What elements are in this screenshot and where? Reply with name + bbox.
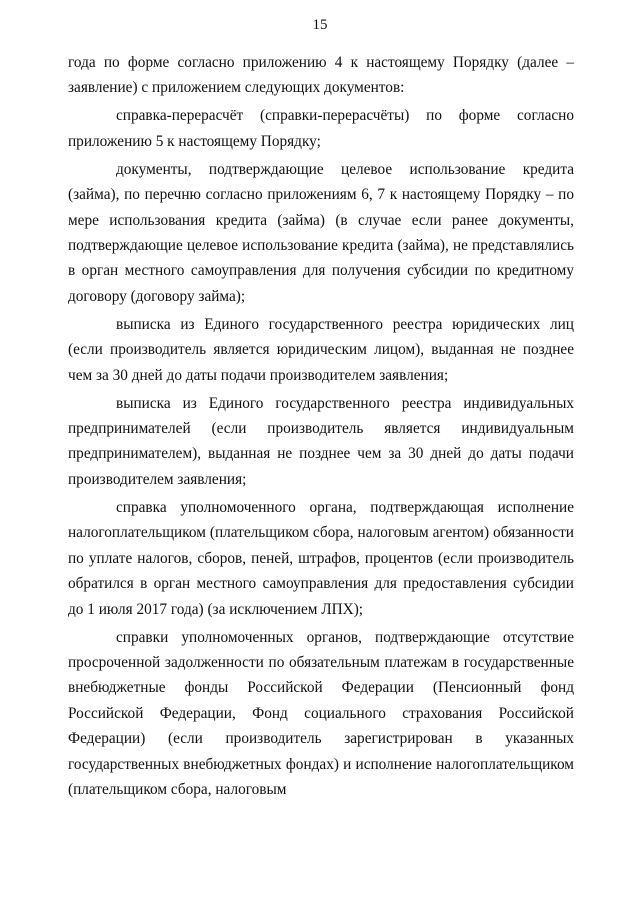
paragraph-legal-entities-registry-extract: выписка из Единого государственного реестра юридических лиц (если производитель является юридическим лицом), выданная не позднее чем за 30 дней до даты подачи производителем заявления; bbox=[68, 315, 574, 384]
paragraph-continuation: года по форме согласно приложению 4 к настоящему Порядку (далее – заявление) с приложением следующих документов: bbox=[68, 54, 574, 97]
page-number: 15 bbox=[312, 17, 328, 33]
paragraph-recalculation-certificate: справка-перерасчёт (справки-перерасчёты) по форме согласно приложению 5 к настоящему Порядку; bbox=[68, 107, 574, 150]
document-body bbox=[68, 50, 574, 805]
paragraph-loan-usage-documents: документы, подтверждающие целевое использование кредита (займа), по перечню согласно приложениям 6, 7 к настоящему Порядку – по мере использования кредита (займа) (в случае если ранее документы, подтверждающие целевое использование кредита (займа), не представлялись в орган местного самоуправления для получения субсидии по кредитному договору (договору займа); bbox=[68, 160, 574, 305]
paragraph-tax-authority-certificate: справка уполномоченного органа, подтверждающая исполнение налогоплательщиком (плательщиком сбора, налоговым агентом) обязанности по уплате налогов, сборов, пеней, штрафов, процентов (если производитель обратился в орган местного самоуправления для предоставления субсидии до 1 июля 2017 года) (за исключением ЛПХ); bbox=[68, 498, 574, 618]
paragraph-entrepreneurs-registry-extract: выписка из Единого государственного реестра индивидуальных предпринимателей (если производитель является индивидуальным предпринимателем), выданная не позднее чем за 30 дней до даты подачи производителем заявления; bbox=[68, 394, 574, 488]
paragraph-extrabudgetary-funds-certificates: справки уполномоченных органов, подтверждающие отсутствие просроченной задолженности по обязательным платежам в государственные внебюджетные фонды Российской Федерации (Пенсионный фонд Российской Федерации, Фонд социального страхования Российской Федерации) (если производитель зарегистрирован в указанных государственных внебюджетных фондах) и исполнение налогоплательщиком (плательщиком сбора, налоговым bbox=[68, 628, 574, 798]
